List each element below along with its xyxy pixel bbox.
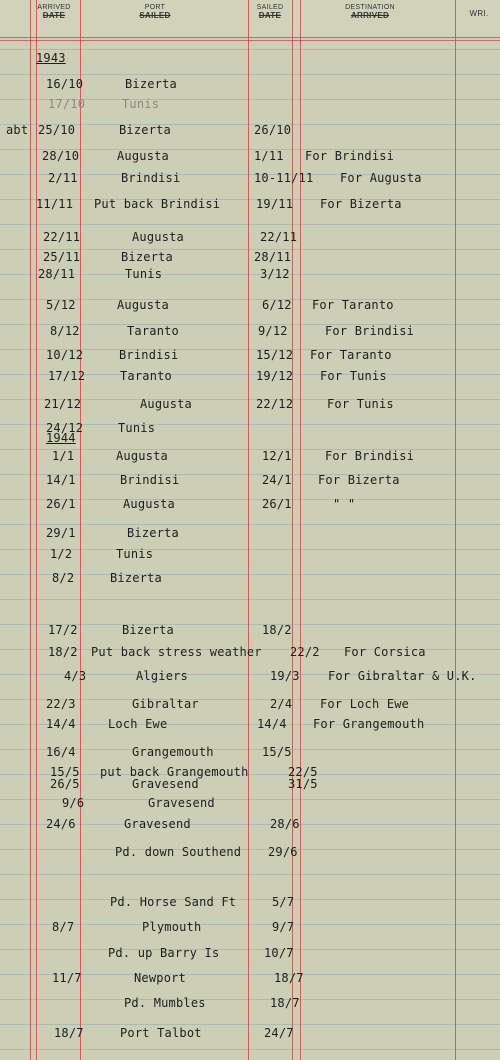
column-rule-sailed-left [248,0,249,1060]
header-arrived-struck: DATE [42,11,66,20]
year-1943: 1943 [36,51,66,65]
arrived-date: 16/10 [46,77,84,91]
arrived-date: 28/10 [42,149,80,163]
destination: For Brindisi [325,449,415,463]
sailed-date: 28/6 [270,817,300,831]
port-name: Bizerta [110,571,162,585]
port-name: Loch Ewe [108,717,168,731]
destination: For Loch Ewe [320,697,410,711]
destination: For Gibraltar & U.K. [328,669,477,683]
sailed-date: 15/12 [256,348,294,362]
header-destination-struck: ARRIVED [350,11,390,20]
sailed-date: 18/7 [274,971,304,985]
port-name: Pd. down Southend [115,845,242,859]
sailed-date: 18/7 [270,996,300,1010]
header-sailed-label: SAILED [256,4,284,11]
arrived-date: 11/11 [36,197,74,211]
sailed-date: 10-11/11 [254,171,314,185]
destination: For Grangemouth [313,717,425,731]
arrived-date: 8/7 [52,920,75,934]
sailed-date: 26/1 [262,497,292,511]
arrived-date: 11/7 [52,971,82,985]
port-name: Gibraltar [132,697,199,711]
column-rule-wri-left [455,0,456,1060]
header-sailed-struck: DATE [258,11,282,20]
arrived-date: 1/1 [52,449,75,463]
destination: For Bizerta [320,197,402,211]
sailed-date: 24/1 [262,473,292,487]
sailed-date: 31/5 [288,777,318,791]
destination: For Taranto [312,298,394,312]
arrived-date: 2/11 [48,171,78,185]
arrived-date: 4/3 [64,669,87,683]
arrived-date: 26/1 [46,497,76,511]
sailed-date: 19/11 [256,197,294,211]
port-name: Tunis [125,267,163,281]
port-name: Augusta [140,397,192,411]
destination: For Augusta [340,171,422,185]
port-name: Bizerta [121,250,173,264]
port-name: Grangemouth [132,745,214,759]
port-name: Augusta [117,149,169,163]
arrived-date: 10/12 [46,348,84,362]
destination: For Taranto [310,348,392,362]
arrived-date: 17/2 [48,623,78,637]
port-name: Plymouth [142,920,202,934]
port-name: Augusta [132,230,184,244]
year-1944: 1944 [46,431,76,445]
arrived-date: 9/6 [62,796,85,810]
sailed-date: 22/2 [290,645,320,659]
port-name: Brindisi [119,348,179,362]
sailed-date: 28/11 [254,250,292,264]
arrived-date: 1/2 [50,547,73,561]
sailed-date: 15/5 [262,745,292,759]
sailed-date: 3/12 [260,267,290,281]
destination: For Bizerta [318,473,400,487]
port-name: Port Talbot [120,1026,202,1040]
port-name: Tunis [122,97,160,111]
port-name: Gravesend [132,777,199,791]
column-rule-arrived-left [30,0,31,1060]
destination: " " [333,497,356,511]
sailed-date: 22/5 [288,765,318,779]
arrived-date: 5/12 [46,298,76,312]
port-name: Put back Brindisi [94,197,221,211]
destination: For Corsica [344,645,426,659]
header-destination [315,4,425,20]
header-sailed [250,4,290,20]
sailed-date: 9/12 [258,324,288,338]
header-rule-bottom [0,40,500,41]
sailed-date: 9/7 [272,920,295,934]
arrived-date: 29/1 [46,526,76,540]
arrived-date: 8/12 [50,324,80,338]
arrived-date: 17/10 [48,97,86,111]
destination: For Brindisi [325,324,415,338]
header-port-struck: SAILED [139,11,171,20]
port-name: Tunis [118,421,156,435]
port-name: Pd. up Barry Is [108,946,220,960]
sailed-date: 18/2 [262,623,292,637]
arrived-date: 8/2 [52,571,75,585]
port-name: Augusta [117,298,169,312]
about-prefix: abt [6,123,29,137]
arrived-date: 16/4 [46,745,76,759]
port-name: put back Grangemouth [100,765,249,779]
arrived-date: 15/5 [50,765,80,779]
port-name: Bizerta [119,123,171,137]
destination: For Tunis [327,397,394,411]
port-name: Augusta [123,497,175,511]
sailed-date: 12/1 [262,449,292,463]
sailed-date: 10/7 [264,946,294,960]
arrived-date: 17/12 [48,369,86,383]
column-rule-destination-left-2 [300,0,301,1060]
arrived-date: 24/6 [46,817,76,831]
port-name: Taranto [127,324,179,338]
port-name: Taranto [120,369,172,383]
port-name: Pd. Mumbles [124,996,206,1010]
sailed-date: 22/12 [256,397,294,411]
port-name: Brindisi [120,473,180,487]
arrived-date: 25/11 [43,250,81,264]
arrived-date: 14/4 [46,717,76,731]
sailed-date: 22/11 [260,230,298,244]
port-name: Put back stress weather [91,645,262,659]
port-name: Brindisi [121,171,181,185]
arrived-date: 18/7 [54,1026,84,1040]
column-rule-arrived-left-2 [36,0,37,1060]
arrived-date: 14/1 [46,473,76,487]
sailed-date: 5/7 [272,895,295,909]
sailed-date: 26/10 [254,123,292,137]
sailed-date: 2/4 [270,697,293,711]
arrived-date: 24/12 [46,421,84,435]
sailed-date: 1/11 [254,149,284,163]
arrived-date: 21/12 [44,397,82,411]
header-rule-top [0,37,500,38]
sailed-date: 29/6 [268,845,298,859]
port-name: Gravesend [124,817,191,831]
header-arrived-label: ARRIVED [37,4,71,11]
header-wri: WRI. [469,9,489,18]
port-name: Bizerta [122,623,174,637]
arrived-date: 26/5 [50,777,80,791]
destination: For Brindisi [305,149,395,163]
arrived-date: 22/3 [46,697,76,711]
header-destination-label: DESTINATION [345,4,395,11]
port-name: Gravesend [148,796,215,810]
sailed-date: 6/12 [262,298,292,312]
arrived-date: 28/11 [38,267,76,281]
sailed-date: 19/3 [270,669,300,683]
port-name: Augusta [116,449,168,463]
destination: For Tunis [320,369,387,383]
port-name: Tunis [116,547,154,561]
header-port-label: PORT [144,4,166,11]
port-name: Newport [134,971,186,985]
port-name: Pd. Horse Sand Ft [110,895,237,909]
arrived-date: 25/10 [38,123,76,137]
port-name: Bizerta [127,526,179,540]
sailed-date: 19/12 [256,369,294,383]
port-name: Algiers [136,669,188,683]
port-name: Bizerta [125,77,177,91]
sailed-date: 14/4 [257,717,287,731]
sailed-date: 24/7 [264,1026,294,1040]
column-rule-port-left [80,0,81,1060]
arrived-date: 22/11 [43,230,81,244]
arrived-date: 18/2 [48,645,78,659]
header-arrived [30,4,78,20]
column-header [0,0,500,38]
header-port [100,4,210,20]
